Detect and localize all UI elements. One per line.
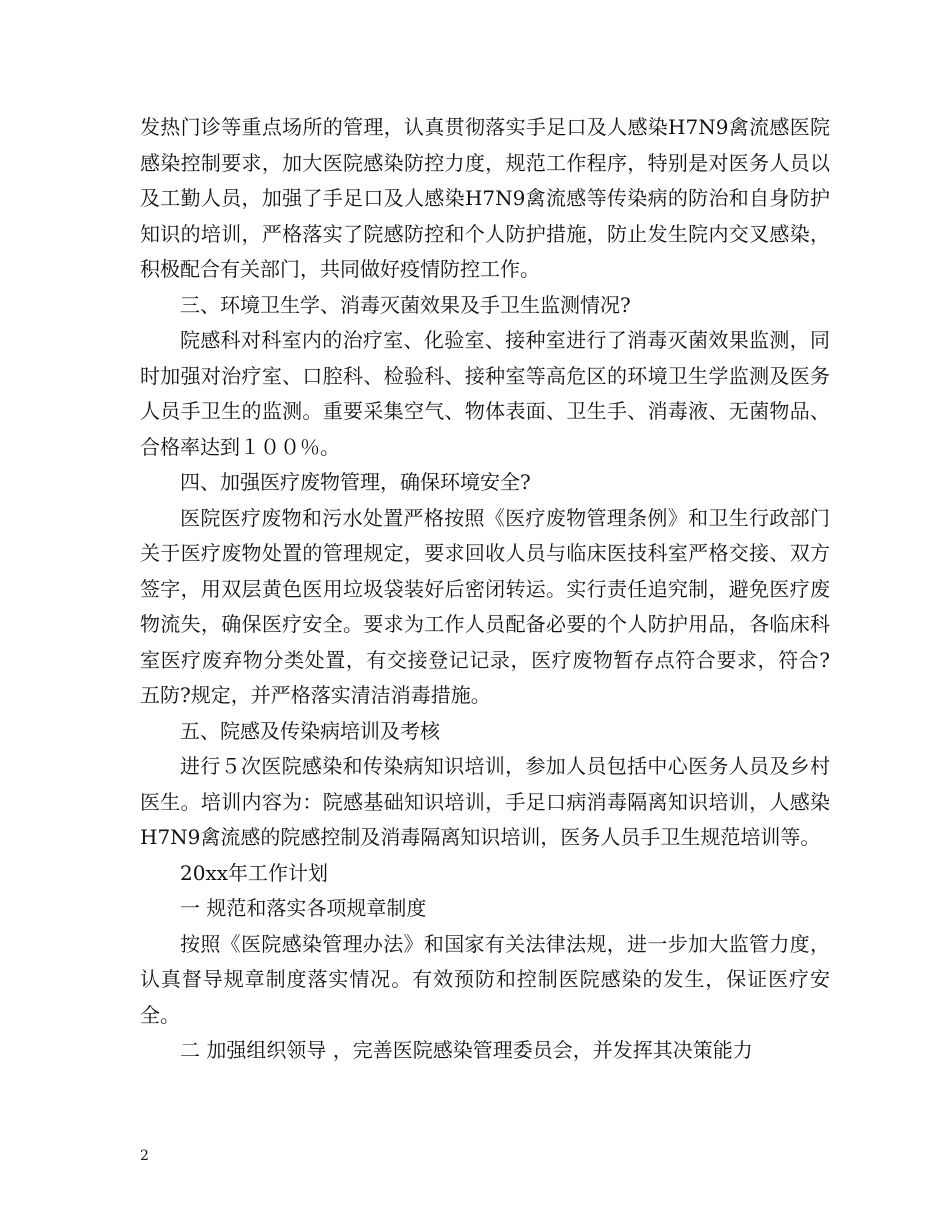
heading-environment-monitoring: 三、环境卫生学、消毒灭菌效果及手卫生监测情况? <box>180 292 631 317</box>
heading-organization: 二 加强组织领导 ，完善医院感染管理委员会，并发挥其决策能力 <box>180 1038 753 1062</box>
heading-medical-waste: 四、加强医疗废物管理，确保环境安全? <box>180 470 531 494</box>
heading-regulations: 一 规范和落实各项规章制度 <box>180 896 427 920</box>
paragraph-medical-waste: 医院医疗废物和污水处置严格按照《医疗废物管理条例》和卫生行政部门关于医疗废物处置的管理规定，要求回收人员与临床医技科室严格交接、双方签字，用双层黄色医用垃圾袋装好后密闭转运。实行责任追究制，避免医疗废物流失，确保医疗安全。要求为工作人员配备必要的个人防护用品，各临床科室医疗废弃物分类处置，有交接登记记录，医疗废物暂存点符合要求，符合?五防?规定，并严格落实清洁消毒措施。 <box>140 505 830 707</box>
document-body <box>140 110 830 1069</box>
paragraph-disinfection-monitoring: 院感科对科室内的治疗室、化验室、接种室进行了消毒灭菌效果监测，同时加强对治疗室、口腔科、检验科、接种室等高危区的环境卫生学监测及医务人员手卫生的监测。重要采集空气、物体表面、卫生手、消毒液、无菌物品、合格率达到１００％。 <box>140 328 830 459</box>
paragraph-training: 进行５次医院感染和传染病知识培训，参加人员包括中心医务人员及乡村医生。培训内容为：院感基础知识培训，手足口病消毒隔离知识培训，人感染H7N9禽流感的院感控制及消毒隔离知识培训，医务人员手卫生规范培训等。 <box>140 754 830 849</box>
paragraph-epidemic-control: 发热门诊等重点场所的管理，认真贯彻落实手足口及人感染H7N9禽流感医院感染控制要求，加大医院感染防控力度，规范工作程序，特别是对医务人员以及工勤人员，加强了手足口及人感染H7N9禽流感等传染病的防治和自身防护知识的培训，严格落实了院感防控和个人防护措施，防止发生院内交叉感染，积极配合有关部门，共同做好疫情防控工作。 <box>140 115 830 281</box>
heading-work-plan: 20xx年工作计划 <box>180 860 329 885</box>
heading-training: 五、院感及传染病培训及考核 <box>180 718 440 743</box>
paragraph-regulations: 按照《医院感染管理办法》和国家有关法律法规，进一步加大监管力度，认真督导规章制度落实情况。有效预防和控制医院感染的发生，保证医疗安全。 <box>140 931 830 1027</box>
page-number: 2 <box>140 1148 149 1164</box>
